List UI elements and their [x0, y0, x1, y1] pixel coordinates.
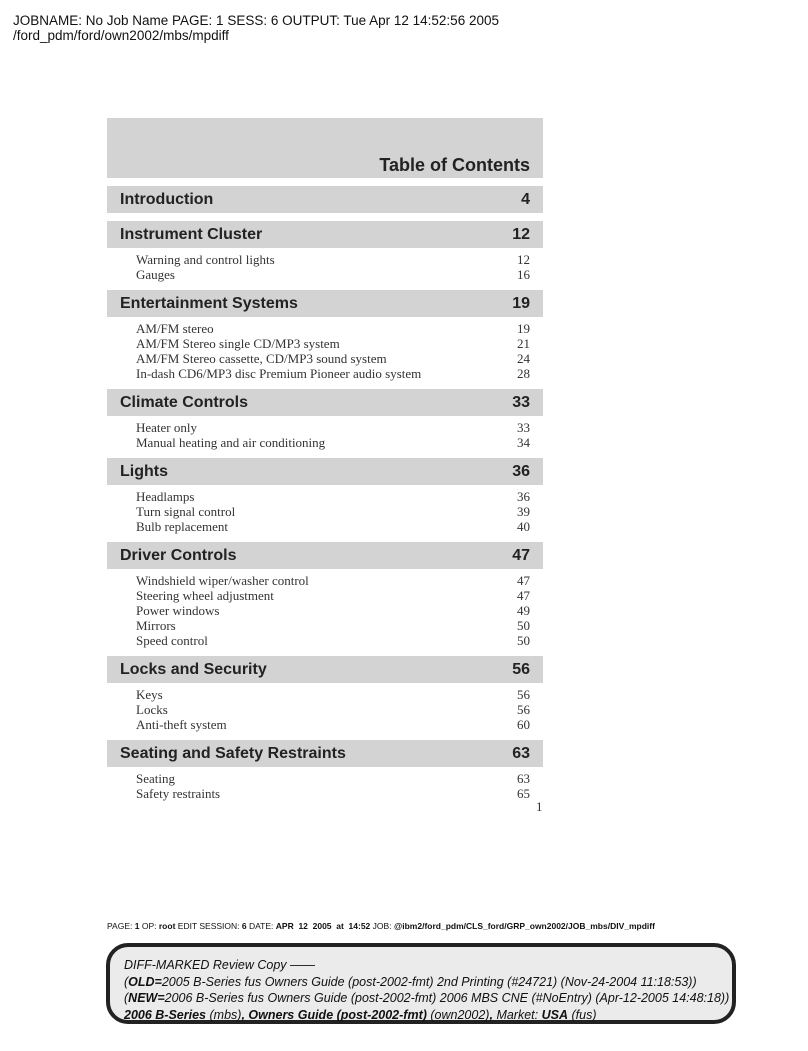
- toc-section-title: Lights: [120, 462, 168, 480]
- toc-section-page: 4: [521, 190, 530, 208]
- toc-entry: [136, 519, 530, 534]
- review-model: 2006 B-Series: [124, 1007, 207, 1022]
- toc-section-page: 12: [512, 225, 530, 243]
- toc-entry-page: 24: [517, 351, 530, 366]
- toc-entry-page: 56: [517, 687, 530, 702]
- toc-section-heading: [107, 221, 543, 248]
- footer-edit-session: 6: [241, 921, 247, 931]
- footer-edit-session-label: EDIT SESSION:: [177, 921, 240, 931]
- toc-entry: [136, 588, 530, 603]
- toc-section-title: Entertainment Systems: [120, 294, 298, 312]
- toc-entry: [136, 603, 530, 618]
- toc-title: Table of Contents: [379, 155, 530, 175]
- toc-section-page: 33: [512, 393, 530, 411]
- toc-section-heading: [107, 290, 543, 317]
- toc-section-heading: [107, 740, 543, 767]
- toc-entry-label: Power windows: [136, 603, 220, 618]
- toc-entry-label: Headlamps: [136, 489, 195, 504]
- review-guide: Owners Guide (post-2002-fmt): [248, 1007, 427, 1022]
- toc-entry-label: Safety restraints: [136, 786, 221, 801]
- page-number: 1: [536, 799, 543, 814]
- toc-entry-page: 33: [517, 420, 530, 435]
- toc-entry-list: [107, 248, 543, 282]
- toc-section-heading: [107, 656, 543, 683]
- toc-entry: [136, 618, 530, 633]
- job-header: [13, 13, 499, 43]
- toc-section-heading: [107, 542, 543, 569]
- toc-sections: [107, 186, 543, 801]
- toc-entry-page: 56: [517, 702, 530, 717]
- toc-section-heading: [107, 186, 543, 213]
- table-of-contents: [107, 118, 543, 801]
- toc-section-title: Seating and Safety Restraints: [120, 744, 346, 762]
- toc-entry-list: [107, 317, 543, 381]
- toc-section-page: 47: [512, 546, 530, 564]
- review-old-text: 2005 B-Series fus Owners Guide (post-2002-fmt) 2nd Printing (#24721) (Nov-24-2004 11:18:53): [161, 974, 693, 989]
- toc-entry-page: 50: [517, 633, 530, 648]
- toc-entry-label: Seating: [136, 771, 175, 786]
- footer-op: root: [158, 921, 176, 931]
- toc-entry-list: [107, 416, 543, 450]
- toc-entry-page: 47: [517, 573, 530, 588]
- review-model-code: (mbs): [209, 1007, 242, 1022]
- toc-entry: [136, 573, 530, 588]
- toc-entry-label: Warning and control lights: [136, 252, 275, 267]
- toc-section-title: Instrument Cluster: [120, 225, 263, 243]
- diff-review-box: [106, 943, 736, 1024]
- toc-entry-list: [107, 767, 543, 801]
- toc-entry: [136, 366, 530, 381]
- toc-entry: [136, 420, 530, 435]
- footer-date-label: DATE:: [249, 921, 274, 931]
- toc-entry: [136, 267, 530, 282]
- toc-section-page: 63: [512, 744, 530, 762]
- toc-entry-page: 12: [517, 252, 530, 267]
- toc-entry-page: 21: [517, 336, 530, 351]
- toc-entry-label: Windshield wiper/washer control: [136, 573, 309, 588]
- toc-section-page: 56: [512, 660, 530, 678]
- toc-entry-label: AM/FM Stereo single CD/MP3 system: [136, 336, 340, 351]
- toc-entry: [136, 771, 530, 786]
- review-market: USA: [541, 1007, 569, 1022]
- toc-entry-list: [107, 683, 543, 732]
- review-guide-code: (own2002): [430, 1007, 490, 1022]
- toc-section-title: Locks and Security: [120, 660, 267, 678]
- toc-entry: [136, 786, 530, 801]
- toc-entry-list: [107, 569, 543, 648]
- review-old-label: OLD=: [128, 974, 162, 989]
- review-summary-line: 2006 B-Series (mbs), Owners Guide (post-2002-fmt) (own2002), Market: USA (fus): [124, 1007, 597, 1022]
- job-header-line-1: JOBNAME: No Job Name PAGE: 1 SESS: 6 OUTPUT: Tue Apr 12 14:52:56 2005: [13, 13, 499, 28]
- toc-entry-label: Speed control: [136, 633, 208, 648]
- review-market-code: (fus): [571, 1007, 597, 1022]
- review-new-label: NEW=: [128, 991, 165, 1005]
- toc-entry: [136, 702, 530, 717]
- toc-section-page: 19: [512, 294, 530, 312]
- toc-entry-list: [107, 485, 543, 534]
- toc-entry: [136, 435, 530, 450]
- footer-job: @ibm2/ford_pdm/CLS_ford/GRP_own2002/JOB_mbs/DIV_mpdiff: [393, 921, 655, 931]
- toc-section-title: Driver Controls: [120, 546, 237, 564]
- toc-entry-page: 39: [517, 504, 530, 519]
- toc-entry: [136, 489, 530, 504]
- toc-entry: [136, 717, 530, 732]
- toc-entry-label: AM/FM stereo: [136, 321, 214, 336]
- toc-entry-page: 16: [517, 267, 530, 282]
- toc-entry-page: 19: [517, 321, 530, 336]
- toc-entry-label: Mirrors: [136, 618, 176, 633]
- toc-entry-label: Heater only: [136, 420, 198, 435]
- footer-page: 1: [134, 921, 140, 931]
- toc-entry: [136, 504, 530, 519]
- job-footer: [107, 921, 655, 931]
- footer-job-label: JOB:: [372, 921, 392, 931]
- footer-date: APR 12 2005 at 14:52: [275, 921, 371, 931]
- toc-entry-label: Manual heating and air conditioning: [136, 435, 326, 450]
- job-header-line-2: /ford_pdm/ford/own2002/mbs/mpdiff: [13, 28, 229, 43]
- toc-entry-page: 47: [517, 588, 530, 603]
- toc-entry-label: In-dash CD6/MP3 disc Premium Pioneer audio system: [136, 366, 422, 381]
- toc-entry-label: Keys: [136, 687, 163, 702]
- toc-entry: [136, 336, 530, 351]
- toc-entry-label: Anti-theft system: [136, 717, 227, 732]
- toc-entry-page: 49: [517, 603, 530, 618]
- toc-entry: [136, 687, 530, 702]
- toc-entry-label: Locks: [136, 702, 168, 717]
- toc-entry: [136, 252, 530, 267]
- footer-page-label: PAGE:: [107, 921, 133, 931]
- toc-entry-page: 28: [517, 366, 530, 381]
- toc-section-heading: [107, 458, 543, 485]
- toc-entry: [136, 633, 530, 648]
- toc-entry: [136, 351, 530, 366]
- toc-entry-page: 63: [517, 771, 530, 786]
- toc-entry-page: 34: [517, 435, 530, 450]
- toc-entry-page: 40: [517, 519, 530, 534]
- toc-section-title: Introduction: [120, 190, 214, 208]
- review-market-label: Market:: [496, 1007, 539, 1022]
- toc-entry-label: Bulb replacement: [136, 519, 229, 534]
- toc-entry-page: 60: [517, 717, 530, 732]
- toc-entry-page: 65: [517, 786, 530, 801]
- toc-entry-label: Steering wheel adjustment: [136, 588, 274, 603]
- review-new-text: 2006 B-Series fus Owners Guide (post-2002-fmt) 2006 MBS CNE (#NoEntry) (Apr-12-2005 14:48:18): [164, 991, 726, 1005]
- review-old-line: (OLD=2005 B-Series fus Owners Guide (post-2002-fmt) 2nd Printing (#24721) (Nov-24-2004 11:18:53)): [124, 974, 697, 989]
- toc-entry-label: Gauges: [136, 267, 175, 282]
- review-new-line: (NEW=2006 B-Series fus Owners Guide (post-2002-fmt) 2006 MBS CNE (#NoEntry) (Apr-12-2005 14:48:18)): [124, 991, 730, 1005]
- toc-entry: [136, 321, 530, 336]
- toc-entry-page: 36: [517, 489, 530, 504]
- toc-title-block: [107, 118, 543, 178]
- toc-entry-label: AM/FM Stereo cassette, CD/MP3 sound system: [136, 351, 387, 366]
- toc-section-title: Climate Controls: [120, 393, 249, 411]
- review-heading: DIFF-MARKED Review Copy ——: [124, 958, 315, 972]
- toc-section-heading: [107, 389, 543, 416]
- toc-entry-page: 50: [517, 618, 530, 633]
- toc-section-page: 36: [512, 462, 530, 480]
- footer-op-label: OP:: [141, 921, 157, 931]
- toc-entry-label: Turn signal control: [136, 504, 236, 519]
